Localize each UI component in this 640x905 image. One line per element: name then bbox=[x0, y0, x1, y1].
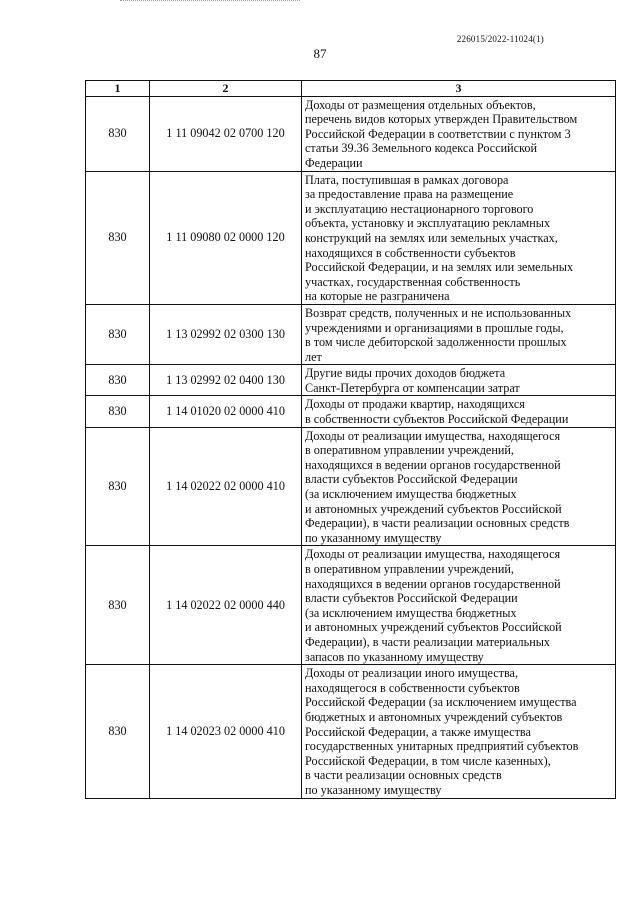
description-line: государственных унитарных предприятий субъектов bbox=[305, 739, 579, 754]
admin-code-cell: 830 bbox=[86, 665, 150, 798]
description-line: власти субъектов Российской Федерации bbox=[305, 472, 518, 487]
description-line: (за исключением имущества бюджетных bbox=[305, 487, 517, 502]
description-cell bbox=[302, 304, 616, 364]
description-line: Доходы от реализации имущества, находящегося bbox=[305, 428, 561, 443]
admin-code-cell: 830 bbox=[86, 304, 150, 364]
description-line: Доходы от продажи квартир, находящихся bbox=[305, 397, 525, 412]
budget-code-cell: 1 14 02022 02 0000 440 bbox=[150, 546, 302, 665]
header-row bbox=[86, 81, 616, 97]
table-row bbox=[86, 427, 616, 546]
description-line: объекта, установку и эксплуатацию рекламных bbox=[305, 216, 551, 231]
description-line: по указанному имуществу bbox=[305, 782, 442, 797]
description-cell bbox=[302, 365, 616, 396]
table-row bbox=[86, 96, 616, 171]
admin-code-cell: 830 bbox=[86, 546, 150, 665]
description-line: Плата, поступившая в рамках договора bbox=[305, 172, 509, 187]
description-line: находящихся в собственности субъектов bbox=[305, 245, 516, 260]
column-header-3: 3 bbox=[302, 81, 616, 97]
description-line: перечень видов которых утвержден Правительством bbox=[305, 112, 578, 127]
admin-code-cell: 830 bbox=[86, 427, 150, 546]
description-cell bbox=[302, 665, 616, 798]
table-row bbox=[86, 365, 616, 396]
description-line: запасов по указанному имуществу bbox=[305, 649, 484, 664]
budget-code-cell: 1 14 01020 02 0000 410 bbox=[150, 396, 302, 427]
description-line: Российской Федерации, а также имущества bbox=[305, 724, 531, 739]
description-line: Санкт-Петербурга от компенсации затрат bbox=[305, 380, 520, 395]
admin-code-cell: 830 bbox=[86, 171, 150, 304]
description-line: Российской Федерации в соответствии с пунктом 3 bbox=[305, 126, 571, 141]
description-line: находящегося в собственности субъектов bbox=[305, 680, 520, 695]
description-line: участках, государственная собственность bbox=[305, 274, 521, 289]
table-row bbox=[86, 396, 616, 427]
description-line: власти субъектов Российской Федерации bbox=[305, 591, 518, 606]
description-line: на которые не разграничена bbox=[305, 289, 450, 304]
description-line: Возврат средств, полученных и не использованных bbox=[305, 305, 572, 320]
table-row bbox=[86, 665, 616, 798]
description-line: в части реализации основных средств bbox=[305, 768, 502, 783]
description-line: Доходы от реализации имущества, находящегося bbox=[305, 547, 561, 562]
revenue-codes-table bbox=[85, 80, 616, 799]
budget-code-cell: 1 13 02992 02 0300 130 bbox=[150, 304, 302, 364]
table-row bbox=[86, 171, 616, 304]
description-line: в оперативном управлении учреждений, bbox=[305, 443, 514, 458]
budget-code-cell: 1 14 02023 02 0000 410 bbox=[150, 665, 302, 798]
description-line: Другие виды прочих доходов бюджета bbox=[305, 366, 506, 381]
description-line: и эксплуатацию нестационарного торгового bbox=[305, 201, 534, 216]
column-header-2: 2 bbox=[150, 81, 302, 97]
description-line: учреждениями и организациями в прошлые годы, bbox=[305, 320, 564, 335]
admin-code-cell: 830 bbox=[86, 365, 150, 396]
description-cell bbox=[302, 171, 616, 304]
description-cell bbox=[302, 396, 616, 427]
description-line: Российской Федерации, в том числе казенных), bbox=[305, 753, 551, 768]
description-line: Российской Федерации, и на землях или земельных bbox=[305, 260, 574, 275]
budget-code-cell: 1 13 02992 02 0400 130 bbox=[150, 365, 302, 396]
scan-mark bbox=[120, 0, 300, 3]
description-cell bbox=[302, 427, 616, 546]
budget-code-cell: 1 14 02022 02 0000 410 bbox=[150, 427, 302, 546]
description-line: за предоставление права на размещение bbox=[305, 187, 514, 202]
description-line: в собственности субъектов Российской Федерации bbox=[305, 412, 569, 427]
description-line: и автономных учреждений субъектов Российской bbox=[305, 501, 562, 516]
description-line: конструкций на землях или земельных участках, bbox=[305, 230, 558, 245]
page-number: 87 bbox=[313, 46, 327, 61]
description-line: лет bbox=[305, 349, 322, 364]
description-line: в оперативном управлении учреждений, bbox=[305, 562, 514, 576]
description-line: Доходы от реализации иного имущества, bbox=[305, 666, 519, 681]
admin-code-cell: 830 bbox=[86, 396, 150, 427]
description-line: статьи 39.36 Земельного кодекса Российской bbox=[305, 141, 537, 156]
description-line: (за исключением имущества бюджетных bbox=[305, 605, 517, 620]
description-line: Доходы от размещения отдельных объектов, bbox=[305, 97, 536, 112]
description-line: в том числе дебиторской задолженности прошлых bbox=[305, 335, 567, 350]
document-id: 226015/2022-11024(1) bbox=[456, 34, 544, 44]
description-cell bbox=[302, 546, 616, 665]
description-line: Федерации), в части реализации основных средств bbox=[305, 516, 570, 531]
table-row bbox=[86, 546, 616, 665]
budget-code-cell: 1 11 09042 02 0700 120 bbox=[150, 96, 302, 171]
admin-code-cell: 830 bbox=[86, 96, 150, 171]
description-line: Федерации bbox=[305, 155, 363, 170]
description-line: бюджетных и автономных учреждений субъектов bbox=[305, 709, 563, 724]
budget-code-cell: 1 11 09080 02 0000 120 bbox=[150, 171, 302, 304]
table-body bbox=[86, 96, 616, 798]
description-line: Российской Федерации (за исключением имущества bbox=[305, 695, 577, 710]
column-header-1: 1 bbox=[86, 81, 150, 97]
description-line: находящихся в ведении органов государственной bbox=[305, 576, 561, 591]
table-header bbox=[86, 81, 616, 97]
description-line: Федерации), в части реализации материальных bbox=[305, 634, 550, 649]
description-line: по указанному имуществу bbox=[305, 530, 442, 545]
description-line: и автономных учреждений субъектов Российской bbox=[305, 620, 562, 635]
table-row bbox=[86, 304, 616, 364]
description-cell bbox=[302, 96, 616, 171]
description-line: находящихся в ведении органов государственной bbox=[305, 457, 561, 472]
